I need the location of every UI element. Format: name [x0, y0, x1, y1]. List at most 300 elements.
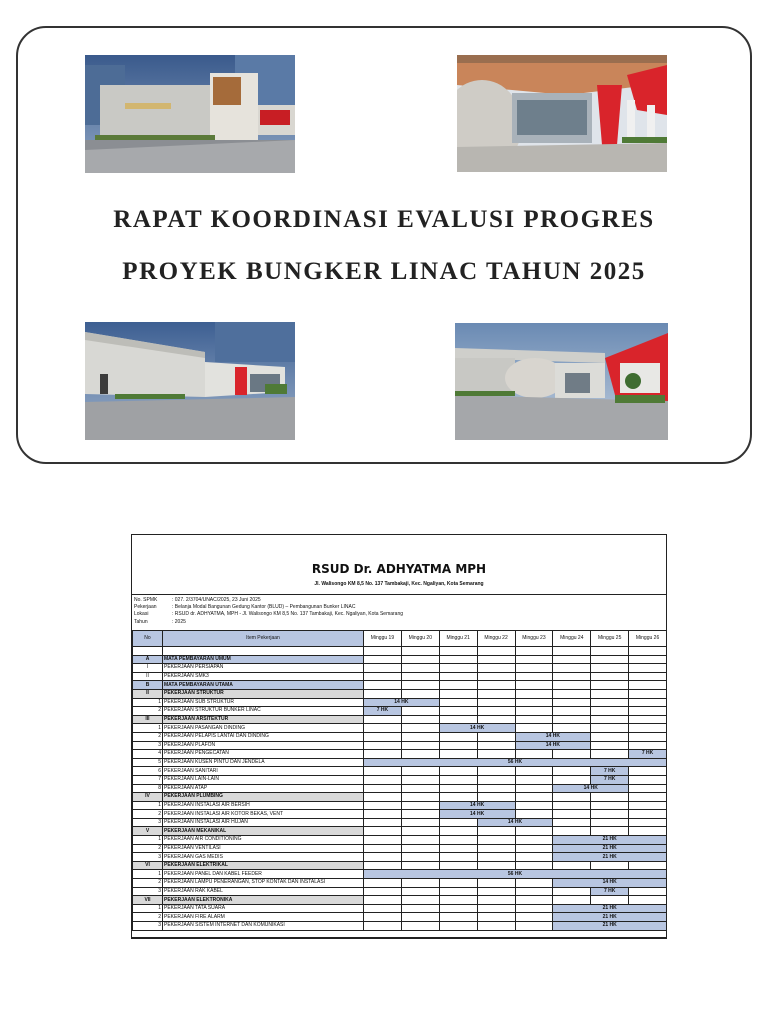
- section-row: [133, 861, 667, 870]
- schedule-bar: 21 HK: [553, 836, 667, 845]
- week-cell: [477, 732, 515, 741]
- week-cell: [553, 750, 591, 759]
- week-cell: [439, 664, 477, 673]
- week-cell: [477, 836, 515, 845]
- week-cell: [439, 655, 477, 664]
- week-header: Minggu 26: [629, 631, 667, 647]
- meta-value: : Belanja Modal Bangunan Gedung Kantor (BLUD) – Pembangunan Bunker LINAC: [172, 604, 356, 611]
- week-cell: [629, 732, 667, 741]
- row-number: 3: [133, 887, 163, 896]
- row-number: II: [133, 672, 163, 681]
- week-cell: [515, 853, 553, 862]
- week-cell: [364, 861, 402, 870]
- week-cell: [553, 793, 591, 802]
- schedule-document: [131, 534, 667, 939]
- week-cell: [439, 879, 477, 888]
- week-cell: [629, 861, 667, 870]
- row-item: PEKERJAAN TATA SUARA: [163, 904, 364, 913]
- schedule-bar: 14 HK: [553, 784, 629, 793]
- schedule-bar: 14 HK: [515, 741, 591, 750]
- week-cell: [477, 741, 515, 750]
- week-cell: [591, 741, 629, 750]
- col-no-header: No: [133, 631, 163, 647]
- row-number: 3: [133, 818, 163, 827]
- week-cell: [401, 655, 439, 664]
- week-cell: [629, 664, 667, 673]
- week-cell: [553, 689, 591, 698]
- task-row: [133, 672, 667, 681]
- week-cell: [553, 887, 591, 896]
- row-number: 3: [133, 853, 163, 862]
- week-cell: [477, 861, 515, 870]
- week-cell: [401, 775, 439, 784]
- week-cell: [553, 707, 591, 716]
- week-cell: [515, 793, 553, 802]
- week-cell: [364, 896, 402, 905]
- week-cell: [629, 775, 667, 784]
- week-cell: [364, 853, 402, 862]
- schedule-bar: 14 HK: [364, 698, 440, 707]
- task-row: [133, 879, 667, 888]
- week-cell: [515, 861, 553, 870]
- week-cell: [401, 724, 439, 733]
- week-cell: [591, 698, 629, 707]
- week-cell: [553, 647, 591, 656]
- task-row: [133, 698, 667, 707]
- week-header: Minggu 22: [477, 631, 515, 647]
- row-item: PEKERJAAN ELEKTRIKAL: [163, 861, 364, 870]
- row-number: 5: [133, 758, 163, 767]
- week-cell: [401, 689, 439, 698]
- row-number: 2: [133, 913, 163, 922]
- row-item: PEKERJAAN MEKANIKAL: [163, 827, 364, 836]
- week-cell: [515, 810, 553, 819]
- week-cell: [591, 681, 629, 690]
- week-cell: [629, 896, 667, 905]
- week-cell: [401, 793, 439, 802]
- row-item: PEKERJAAN PLUMBING: [163, 793, 364, 802]
- task-row: [133, 904, 667, 913]
- week-cell: [629, 655, 667, 664]
- week-cell: [629, 887, 667, 896]
- schedule-bar: 14 HK: [439, 801, 515, 810]
- row-item: PEKERJAAN STRUKTUR: [163, 689, 364, 698]
- week-cell: [477, 904, 515, 913]
- schedule-bar: 7 HK: [629, 750, 667, 759]
- week-header: Minggu 23: [515, 631, 553, 647]
- row-item: PEKERJAAN KUSEN PINTU DAN JENDELA: [163, 758, 364, 767]
- row-item: PEKERJAAN ATAP: [163, 784, 364, 793]
- week-cell: [591, 655, 629, 664]
- week-cell: [477, 681, 515, 690]
- week-cell: [439, 913, 477, 922]
- week-cell: [591, 715, 629, 724]
- section-row: [133, 681, 667, 690]
- schedule-bar: 14 HK: [515, 732, 591, 741]
- schedule-bar: 7 HK: [591, 767, 629, 776]
- row-number: III: [133, 715, 163, 724]
- week-cell: [515, 801, 553, 810]
- schedule-bar: 56 HK: [364, 870, 667, 879]
- week-cell: [477, 827, 515, 836]
- week-cell: [591, 750, 629, 759]
- week-cell: [439, 698, 477, 707]
- week-cell: [477, 672, 515, 681]
- week-cell: [364, 689, 402, 698]
- week-cell: [439, 853, 477, 862]
- week-cell: [364, 793, 402, 802]
- row-number: 2: [133, 844, 163, 853]
- week-cell: [553, 861, 591, 870]
- week-cell: [515, 724, 553, 733]
- week-cell: [439, 896, 477, 905]
- week-cell: [477, 715, 515, 724]
- week-cell: [477, 750, 515, 759]
- week-cell: [629, 715, 667, 724]
- week-cell: [364, 836, 402, 845]
- week-cell: [553, 681, 591, 690]
- week-cell: [591, 672, 629, 681]
- week-cell: [553, 698, 591, 707]
- week-cell: [591, 896, 629, 905]
- row-number: 2: [133, 810, 163, 819]
- task-row: [133, 870, 667, 879]
- section-row: [133, 689, 667, 698]
- meta-row: [134, 619, 664, 626]
- task-row: [133, 707, 667, 716]
- section-row: [133, 655, 667, 664]
- schedule-table: [132, 630, 667, 931]
- week-cell: [553, 655, 591, 664]
- week-cell: [515, 750, 553, 759]
- week-cell: [364, 913, 402, 922]
- row-number: 2: [133, 879, 163, 888]
- meta-key: Pekerjaan: [134, 604, 157, 611]
- week-cell: [515, 767, 553, 776]
- week-cell: [515, 655, 553, 664]
- row-item: MATA PEMBAYARAN UMUM: [163, 655, 364, 664]
- week-cell: [364, 879, 402, 888]
- week-cell: [364, 672, 402, 681]
- week-cell: [515, 784, 553, 793]
- row-number: II: [133, 689, 163, 698]
- week-cell: [401, 784, 439, 793]
- week-cell: [553, 672, 591, 681]
- week-cell: [439, 767, 477, 776]
- week-cell: [439, 672, 477, 681]
- week-header: Minggu 19: [364, 631, 402, 647]
- row-number: 2: [133, 707, 163, 716]
- week-cell: [477, 853, 515, 862]
- week-cell: [629, 707, 667, 716]
- week-cell: [401, 732, 439, 741]
- task-row: [133, 801, 667, 810]
- week-header: Minggu 24: [553, 631, 591, 647]
- schedule-bar: 14 HK: [439, 724, 515, 733]
- task-row: [133, 922, 667, 931]
- week-cell: [515, 896, 553, 905]
- hospital-name: RSUD Dr. ADHYATMA MPH: [311, 562, 487, 576]
- week-cell: [439, 827, 477, 836]
- row-item: PEKERJAAN INSTALASI AIR HUJAN: [163, 818, 364, 827]
- week-cell: [553, 715, 591, 724]
- schedule-bar: 21 HK: [553, 853, 667, 862]
- row-number: I: [133, 664, 163, 673]
- building-render-photo-4: [455, 323, 668, 440]
- schedule-bar: 14 HK: [477, 818, 553, 827]
- week-cell: [439, 775, 477, 784]
- week-cell: [591, 793, 629, 802]
- week-cell: [591, 732, 629, 741]
- week-cell: [401, 681, 439, 690]
- week-cell: [439, 818, 477, 827]
- week-cell: [364, 664, 402, 673]
- week-cell: [553, 775, 591, 784]
- week-cell: [439, 741, 477, 750]
- row-number: 1: [133, 724, 163, 733]
- row-number: 2: [133, 732, 163, 741]
- row-number: V: [133, 827, 163, 836]
- week-cell: [515, 922, 553, 931]
- schedule-bar: 56 HK: [364, 758, 667, 767]
- section-row: [133, 793, 667, 802]
- row-item: PEKERJAAN SMK3: [163, 672, 364, 681]
- row-item: PEKERJAAN INSTALASI AIR BERSIH: [163, 801, 364, 810]
- week-cell: [591, 707, 629, 716]
- document-bottom-rule: [132, 937, 666, 938]
- week-cell: [364, 647, 402, 656]
- week-cell: [439, 904, 477, 913]
- week-cell: [401, 836, 439, 845]
- week-cell: [401, 922, 439, 931]
- schedule-bar: 14 HK: [439, 810, 515, 819]
- row-number: B: [133, 681, 163, 690]
- row-item: PEKERJAAN LAMPU PENERANGAN, STOP KONTAK DAN INSTALASI: [163, 879, 364, 888]
- task-row: [133, 767, 667, 776]
- week-cell: [439, 732, 477, 741]
- week-cell: [401, 887, 439, 896]
- week-cell: [477, 647, 515, 656]
- row-number: VI: [133, 861, 163, 870]
- week-cell: [364, 810, 402, 819]
- hospital-address: Jl. Walisongo KM 8,5 No. 137 Tambakaji, Kec. Ngaliyan, Kota Semarang: [314, 581, 484, 587]
- task-row: [133, 741, 667, 750]
- week-cell: [515, 904, 553, 913]
- section-row: [133, 896, 667, 905]
- building-render-photo-3: [85, 322, 295, 440]
- week-cell: [439, 750, 477, 759]
- week-cell: [401, 741, 439, 750]
- row-item: [163, 647, 364, 656]
- week-cell: [401, 707, 439, 716]
- row-number: 6: [133, 767, 163, 776]
- col-item-header: Item Pekerjaan: [163, 631, 364, 647]
- week-cell: [629, 818, 667, 827]
- task-row: [133, 750, 667, 759]
- week-cell: [401, 896, 439, 905]
- meta-value: : 027. 2/3704/UNAC/2025, 23 Juni 2025: [172, 597, 261, 603]
- row-item: PEKERJAAN PERSIAPAN: [163, 664, 364, 673]
- task-row: [133, 664, 667, 673]
- week-cell: [477, 879, 515, 888]
- row-number: 8: [133, 784, 163, 793]
- row-item: PEKERJAAN PANEL DAN KABEL FEEDER: [163, 870, 364, 879]
- week-cell: [401, 750, 439, 759]
- week-cell: [364, 887, 402, 896]
- row-number: 3: [133, 741, 163, 750]
- building-render-photo-2: [457, 55, 667, 172]
- row-item: PEKERJAAN ELEKTRONIKA: [163, 896, 364, 905]
- week-cell: [477, 689, 515, 698]
- row-number: 1: [133, 904, 163, 913]
- week-cell: [515, 775, 553, 784]
- week-cell: [477, 698, 515, 707]
- week-cell: [629, 647, 667, 656]
- week-cell: [515, 913, 553, 922]
- week-cell: [515, 672, 553, 681]
- row-item: PEKERJAAN STRUKTUR BUNKER LINAC: [163, 707, 364, 716]
- document-header: [132, 535, 666, 595]
- week-cell: [477, 707, 515, 716]
- schedule-bar: 21 HK: [553, 904, 667, 913]
- week-cell: [439, 784, 477, 793]
- week-cell: [477, 793, 515, 802]
- week-cell: [553, 827, 591, 836]
- week-cell: [439, 647, 477, 656]
- week-header: Minggu 25: [591, 631, 629, 647]
- cover-title-line-2: PROYEK BUNGKER LINAC TAHUN 2025: [122, 258, 646, 285]
- row-number: 1: [133, 836, 163, 845]
- schedule-bar: 7 HK: [364, 707, 402, 716]
- week-cell: [477, 844, 515, 853]
- week-cell: [401, 904, 439, 913]
- week-cell: [629, 767, 667, 776]
- week-cell: [439, 681, 477, 690]
- row-number: 3: [133, 922, 163, 931]
- week-cell: [439, 689, 477, 698]
- task-row: [133, 818, 667, 827]
- week-cell: [515, 879, 553, 888]
- week-cell: [401, 879, 439, 888]
- week-cell: [401, 647, 439, 656]
- week-cell: [629, 689, 667, 698]
- week-cell: [629, 793, 667, 802]
- task-row: [133, 913, 667, 922]
- week-cell: [553, 767, 591, 776]
- week-cell: [401, 827, 439, 836]
- week-cell: [401, 810, 439, 819]
- week-cell: [364, 724, 402, 733]
- week-cell: [629, 784, 667, 793]
- week-cell: [591, 724, 629, 733]
- row-item: PEKERJAAN RAK KABEL: [163, 887, 364, 896]
- week-cell: [629, 681, 667, 690]
- week-cell: [364, 681, 402, 690]
- week-cell: [515, 715, 553, 724]
- task-row: [133, 810, 667, 819]
- week-cell: [439, 861, 477, 870]
- week-cell: [364, 655, 402, 664]
- meta-key: No. SPMK: [134, 597, 158, 603]
- schedule-header-row: [133, 631, 667, 647]
- spacer-row: [133, 647, 667, 656]
- row-item: PEKERJAAN SANITARI: [163, 767, 364, 776]
- row-item: PEKERJAAN VENTILASI: [163, 844, 364, 853]
- week-cell: [591, 689, 629, 698]
- week-cell: [477, 913, 515, 922]
- schedule-bar: 21 HK: [553, 913, 667, 922]
- week-cell: [439, 715, 477, 724]
- week-cell: [401, 861, 439, 870]
- schedule-bar: 21 HK: [553, 844, 667, 853]
- week-header: Minggu 21: [439, 631, 477, 647]
- week-cell: [629, 801, 667, 810]
- row-number: [133, 647, 163, 656]
- week-cell: [629, 827, 667, 836]
- row-item: PEKERJAAN SISTEM INTERNET DAN KOMUNIKASI: [163, 922, 364, 931]
- week-cell: [515, 698, 553, 707]
- week-cell: [439, 887, 477, 896]
- week-cell: [477, 664, 515, 673]
- week-cell: [439, 707, 477, 716]
- week-cell: [401, 767, 439, 776]
- week-cell: [401, 844, 439, 853]
- week-cell: [364, 741, 402, 750]
- row-item: PEKERJAAN AIR CONDITIONING: [163, 836, 364, 845]
- row-item: PEKERJAAN GAS MEDIS: [163, 853, 364, 862]
- week-cell: [364, 844, 402, 853]
- row-item: PEKERJAAN ARSITEKTUR: [163, 715, 364, 724]
- project-meta: [132, 595, 666, 630]
- week-cell: [401, 801, 439, 810]
- week-cell: [553, 818, 591, 827]
- meta-value: : RSUD dr. ADHYATMA, MPH - Jl. Walisongo KM 8,5 No. 137 Tambakaji, Kec. Ngaliyan, Kota Semarang: [172, 611, 404, 618]
- row-item: PEKERJAAN INSTALASI AIR KOTOR BEKAS, VENT: [163, 810, 364, 819]
- task-row: [133, 836, 667, 845]
- week-cell: [477, 655, 515, 664]
- schedule-bar: 7 HK: [591, 775, 629, 784]
- week-cell: [477, 775, 515, 784]
- week-cell: [515, 664, 553, 673]
- week-cell: [401, 664, 439, 673]
- meta-key: Lokasi: [134, 611, 149, 618]
- week-cell: [364, 801, 402, 810]
- week-cell: [629, 741, 667, 750]
- week-cell: [515, 887, 553, 896]
- week-cell: [401, 853, 439, 862]
- task-row: [133, 887, 667, 896]
- row-number: 4: [133, 750, 163, 759]
- section-row: [133, 827, 667, 836]
- row-number: IV: [133, 793, 163, 802]
- task-row: [133, 758, 667, 767]
- week-cell: [401, 818, 439, 827]
- week-cell: [553, 724, 591, 733]
- row-item: PEKERJAAN PENGECATAN: [163, 750, 364, 759]
- task-row: [133, 775, 667, 784]
- row-item: PEKERJAAN PASANGAN DINDING: [163, 724, 364, 733]
- week-header: Minggu 20: [401, 631, 439, 647]
- cover-card: [16, 26, 752, 464]
- meta-row: [134, 597, 664, 604]
- week-cell: [515, 827, 553, 836]
- week-cell: [401, 672, 439, 681]
- row-number: VII: [133, 896, 163, 905]
- meta-row: [134, 604, 664, 611]
- week-cell: [591, 818, 629, 827]
- week-cell: [364, 827, 402, 836]
- building-render-photo-1: [85, 55, 295, 173]
